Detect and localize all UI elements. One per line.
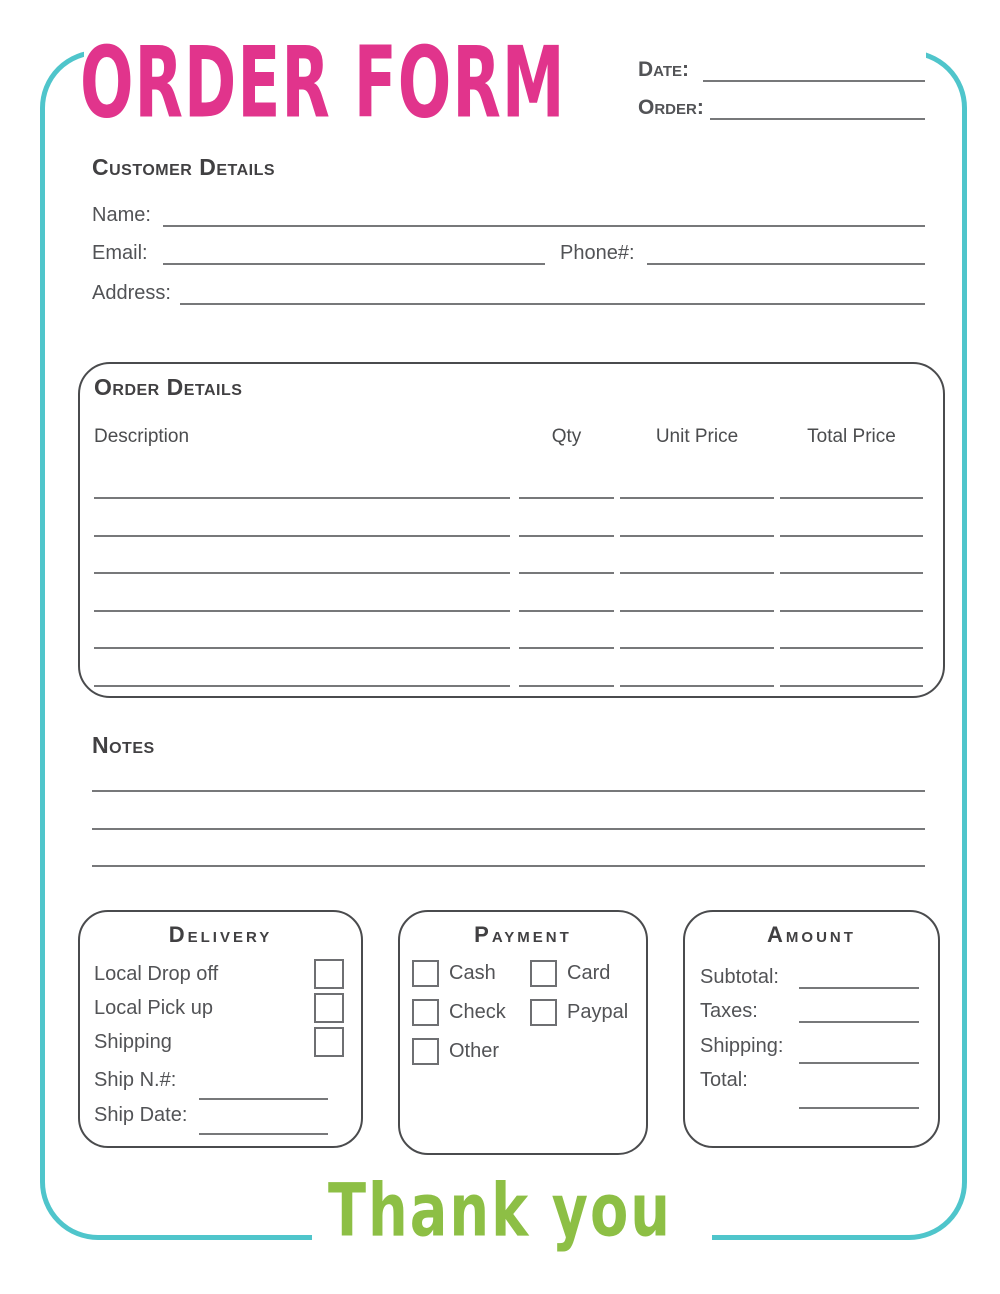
description-input-line[interactable] — [94, 544, 510, 574]
order-field-row — [638, 94, 925, 120]
total-price-input-line[interactable] — [780, 619, 923, 649]
unit-price-input-line[interactable] — [620, 657, 774, 687]
delivery-option-row — [94, 958, 344, 990]
shipping-amount-input-line[interactable] — [799, 1032, 919, 1064]
ship-date-label: Ship Date: — [94, 1104, 188, 1126]
customer-details-heading: Customer Details — [92, 154, 276, 180]
phone-input-line[interactable] — [647, 233, 925, 265]
cash-label: Cash — [449, 962, 496, 984]
qty-input-line[interactable] — [519, 469, 614, 499]
ship-date-row — [94, 1095, 328, 1127]
thank-you-text: Thank you — [327, 1166, 672, 1254]
amount-heading: Amount — [767, 922, 856, 947]
total-price-input-line[interactable] — [780, 507, 923, 537]
column-total-price: Total Price — [807, 426, 896, 447]
shipping-amount-label: Shipping: — [700, 1035, 784, 1057]
notes-input-line[interactable] — [92, 790, 925, 792]
order-table-row — [94, 544, 923, 574]
order-details-box — [78, 362, 945, 698]
date-field-row — [638, 56, 925, 82]
name-label: Name: — [92, 204, 151, 226]
total-label: Total: — [700, 1069, 748, 1091]
address-input-line[interactable] — [180, 273, 925, 305]
total-input-line[interactable] — [799, 1077, 919, 1109]
description-input-line[interactable] — [94, 657, 510, 687]
address-field-row — [92, 275, 925, 305]
check-label: Check — [449, 1001, 506, 1023]
paypal-checkbox[interactable] — [530, 999, 557, 1026]
subtotal-label: Subtotal: — [700, 966, 779, 988]
date-input-line[interactable] — [703, 54, 925, 82]
delivery-option-row — [94, 992, 344, 1024]
paypal-label: Paypal — [567, 1001, 629, 1023]
date-label: Date: — [638, 57, 690, 81]
order-table-row — [94, 657, 923, 687]
subtotal-row — [700, 959, 919, 989]
ship-number-row — [94, 1060, 328, 1092]
taxes-row — [700, 993, 919, 1023]
other-label: Other — [449, 1040, 500, 1062]
local-drop-off-checkbox[interactable] — [314, 959, 344, 989]
ship-date-input-line[interactable] — [199, 1101, 328, 1135]
address-label: Address: — [92, 282, 171, 304]
phone-label: Phone#: — [560, 242, 635, 264]
description-input-line[interactable] — [94, 582, 510, 612]
shipping-pickup-checkbox[interactable] — [314, 993, 344, 1023]
total-price-input-line[interactable] — [780, 657, 923, 687]
description-input-line[interactable] — [94, 507, 510, 537]
delivery-heading: Delivery — [168, 922, 273, 947]
email-label: Email: — [92, 242, 148, 264]
local-pick-up-label: Local Pick up — [94, 997, 213, 1019]
column-qty: Qty — [551, 426, 582, 447]
order-table-row — [94, 507, 923, 537]
check-checkbox[interactable] — [412, 999, 439, 1026]
shipping-checkbox[interactable] — [314, 1027, 344, 1057]
card-checkbox[interactable] — [530, 960, 557, 987]
payment-option — [530, 957, 610, 989]
order-details-heading: Order Details — [94, 374, 243, 400]
qty-input-line[interactable] — [519, 619, 614, 649]
order-table-row — [94, 582, 923, 612]
ship-number-label: Ship N.#: — [94, 1069, 177, 1091]
column-unit-price: Unit Price — [655, 426, 739, 447]
unit-price-input-line[interactable] — [620, 544, 774, 574]
payment-box — [398, 910, 648, 1155]
total-price-input-line[interactable] — [780, 544, 923, 574]
delivery-box — [78, 910, 363, 1148]
delivery-option-row — [94, 1026, 344, 1058]
shipping-amount-row — [700, 1028, 919, 1058]
order-number-input-line[interactable] — [710, 92, 925, 120]
order-table-row — [94, 469, 923, 499]
email-phone-field-row — [92, 235, 925, 265]
qty-input-line[interactable] — [519, 657, 614, 687]
total-price-input-line[interactable] — [780, 582, 923, 612]
notes-input-line[interactable] — [92, 865, 925, 867]
amount-box — [683, 910, 940, 1148]
unit-price-input-line[interactable] — [620, 619, 774, 649]
total-price-input-line[interactable] — [780, 469, 923, 499]
order-table-row — [94, 619, 923, 649]
subtotal-input-line[interactable] — [799, 957, 919, 989]
shipping-label: Shipping — [94, 1031, 172, 1053]
cash-checkbox[interactable] — [412, 960, 439, 987]
notes-heading: Notes — [92, 732, 155, 758]
description-input-line[interactable] — [94, 619, 510, 649]
description-input-line[interactable] — [94, 469, 510, 499]
page-title: ORDER FORM — [80, 25, 566, 141]
payment-heading: Payment — [474, 922, 572, 947]
unit-price-input-line[interactable] — [620, 507, 774, 537]
qty-input-line[interactable] — [519, 544, 614, 574]
order-table-header — [94, 426, 923, 448]
qty-input-line[interactable] — [519, 507, 614, 537]
local-drop-off-label: Local Drop off — [94, 963, 219, 985]
email-input-line[interactable] — [163, 233, 545, 265]
qty-input-line[interactable] — [519, 582, 614, 612]
order-number-label: Order: — [638, 95, 704, 119]
payment-option — [530, 996, 628, 1028]
taxes-label: Taxes: — [700, 1000, 758, 1022]
notes-input-line[interactable] — [92, 828, 925, 830]
name-input-line[interactable] — [163, 195, 925, 227]
taxes-input-line[interactable] — [799, 991, 919, 1023]
payment-option — [412, 957, 496, 989]
name-field-row — [92, 197, 925, 227]
other-checkbox[interactable] — [412, 1038, 439, 1065]
column-description: Description — [94, 426, 190, 447]
payment-option — [412, 1035, 499, 1067]
unit-price-input-line[interactable] — [620, 582, 774, 612]
payment-option — [412, 996, 506, 1028]
card-label: Card — [567, 962, 611, 984]
total-row — [700, 1062, 919, 1092]
unit-price-input-line[interactable] — [620, 469, 774, 499]
